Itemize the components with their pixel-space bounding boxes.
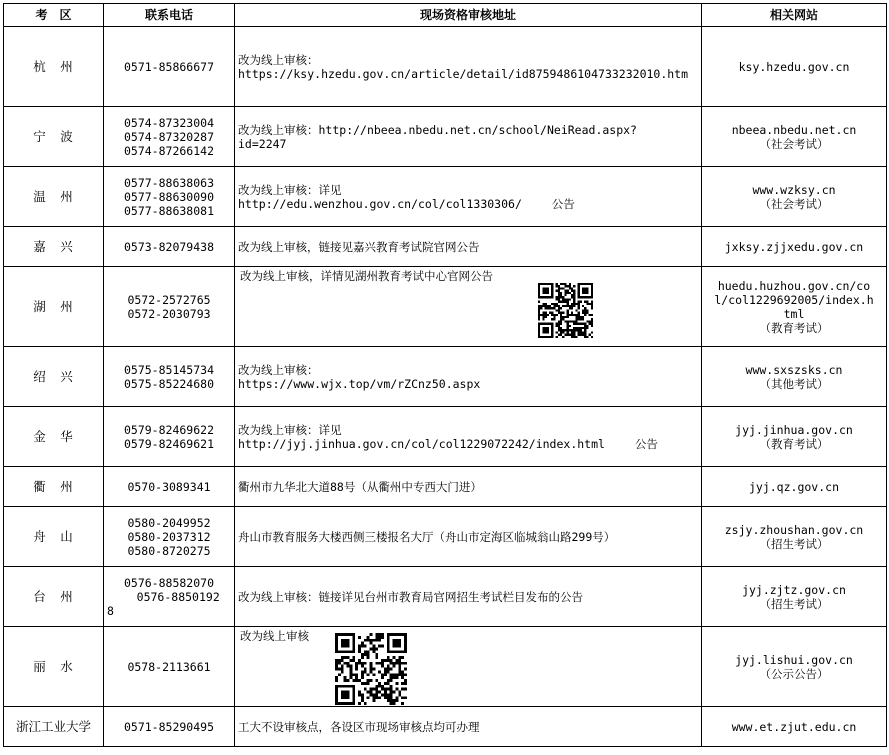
site-cell xyxy=(702,507,887,567)
address-cell xyxy=(235,347,702,407)
phone-number: 0572-2572765 xyxy=(127,292,211,307)
site-link[interactable]: huedu.huzhou.gov.cn/co xyxy=(717,278,871,293)
phone-cell xyxy=(104,467,235,507)
table-row xyxy=(4,267,887,347)
phone-number: 0571-85290495 xyxy=(123,719,214,734)
table-row xyxy=(4,227,887,267)
site-cell xyxy=(702,467,887,507)
address-line: 改为线上审核 xyxy=(240,629,309,643)
site-note: （社会考试） xyxy=(759,196,829,211)
site-cell xyxy=(702,567,887,627)
table-row xyxy=(4,107,887,167)
phone-number: 0577-88638081 xyxy=(123,203,214,218)
phone-cell xyxy=(104,507,235,567)
site-note: （招生考试） xyxy=(759,536,829,551)
region-cell: 金 华 xyxy=(4,407,104,467)
site-note: （教育考试） xyxy=(759,320,829,335)
address-line: 衢州市九华北大道88号（从衢州中专西大门进） xyxy=(238,479,482,494)
header-address: 现场资格审核地址 xyxy=(235,4,702,27)
qr-code-icon xyxy=(538,283,593,338)
phone-number-cont: 8 xyxy=(107,603,114,618)
phone-number: 0580-2037312 xyxy=(127,529,211,544)
address-cell xyxy=(235,567,702,627)
qr-code-icon xyxy=(335,633,407,705)
phone-number: 0575-85145734 xyxy=(123,362,214,377)
site-link[interactable]: nbeea.nbedu.net.cn xyxy=(731,122,857,137)
table-row xyxy=(4,707,887,747)
header-phone: 联系电话 xyxy=(104,4,235,27)
address-cell xyxy=(235,627,702,707)
address-cell xyxy=(235,507,702,567)
region-cell: 嘉 兴 xyxy=(4,227,104,267)
site-cell xyxy=(702,347,887,407)
site-cell xyxy=(702,407,887,467)
phone-number: 0570-3089341 xyxy=(127,479,211,494)
address-line: 改为线上审核： xyxy=(238,52,319,67)
site-link[interactable]: jyj.qz.gov.cn xyxy=(748,479,839,494)
phone-number: 0576-8850192 xyxy=(118,589,220,604)
site-cell xyxy=(702,267,887,347)
table-row xyxy=(4,27,887,107)
site-note: （招生考试） xyxy=(759,596,829,611)
phone-cell xyxy=(104,347,235,407)
phone-number: 0575-85224680 xyxy=(123,376,214,391)
address-line: 舟山市教育服务大楼西侧三楼报名大厅（舟山市定海区临城翁山路299号） xyxy=(238,529,616,544)
phone-number: 0574-87266142 xyxy=(123,143,214,158)
table-row xyxy=(4,507,887,567)
address-line: 改为线上审核，详情见湖州教育考试中心官网公告 xyxy=(240,269,493,283)
address-cell xyxy=(235,267,702,347)
address-cell xyxy=(235,167,702,227)
address-link[interactable]: 改为线上审核：http://nbeea.nbedu.net.cn/school/NeiRead.aspx? xyxy=(238,122,637,137)
site-note: （其他考试） xyxy=(759,376,829,391)
site-link[interactable]: jxksy.zjjxedu.gov.cn xyxy=(724,239,864,254)
phone-number: 0577-88630090 xyxy=(123,189,214,204)
phone-cell xyxy=(104,407,235,467)
address-line: 工大不设审核点，各设区市现场审核点均可办理 xyxy=(238,719,480,734)
site-cell xyxy=(702,27,887,107)
site-cell xyxy=(702,227,887,267)
region-cell: 宁 波 xyxy=(4,107,104,167)
table-row xyxy=(4,567,887,627)
site-link[interactable]: www.sxszsks.cn xyxy=(745,362,843,377)
phone-number: 0574-87320287 xyxy=(123,129,214,144)
site-link[interactable]: jyj.lishui.gov.cn xyxy=(735,652,853,667)
table-row xyxy=(4,347,887,407)
site-link[interactable]: jyj.zjtz.gov.cn xyxy=(742,582,846,597)
phone-number: 0579-82469622 xyxy=(123,422,214,437)
address-line: 改为线上审核： xyxy=(238,362,319,377)
address-cell xyxy=(235,27,702,107)
address-line: 改为线上审核：详见 xyxy=(238,422,342,437)
region-cell: 杭 州 xyxy=(4,27,104,107)
phone-number: 0576-88582070 xyxy=(123,575,214,590)
address-line: 改为线上审核：详见 xyxy=(238,182,342,197)
address-line: 改为线上审核，链接见嘉兴教育考试院官网公告 xyxy=(238,239,480,254)
region-cell: 丽 水 xyxy=(4,627,104,707)
address-cell xyxy=(235,707,702,747)
region-cell: 台 州 xyxy=(4,567,104,627)
address-cell xyxy=(235,227,702,267)
address-link[interactable]: http://jyj.jinhua.gov.cn/col/col1229072242/index.html 公告 xyxy=(238,436,658,451)
site-link[interactable]: www.wzksy.cn xyxy=(752,182,836,197)
region-cell: 温 州 xyxy=(4,167,104,227)
phone-number: 0577-88638063 xyxy=(123,175,214,190)
phone-cell xyxy=(104,167,235,227)
table-row xyxy=(4,407,887,467)
site-cell xyxy=(702,627,887,707)
table-row xyxy=(4,467,887,507)
region-cell: 衢 州 xyxy=(4,467,104,507)
site-link[interactable]: ksy.hzedu.gov.cn xyxy=(738,59,850,74)
phone-cell xyxy=(104,27,235,107)
site-note: （社会考试） xyxy=(759,136,829,151)
header-site: 相关网站 xyxy=(702,4,887,27)
site-link[interactable]: www.et.zjut.edu.cn xyxy=(731,719,857,734)
region-cell: 浙江工业大学 xyxy=(4,707,104,747)
phone-cell xyxy=(104,567,235,627)
site-cell xyxy=(702,167,887,227)
region-cell: 绍 兴 xyxy=(4,347,104,407)
phone-number: 0578-2113661 xyxy=(127,659,211,674)
site-link-cont[interactable]: l/col1229692005/index.h xyxy=(714,292,874,307)
address-cell xyxy=(235,107,702,167)
phone-cell xyxy=(104,707,235,747)
table-header-row xyxy=(4,4,887,27)
phone-number: 0572-2030793 xyxy=(127,306,211,321)
phone-number: 0580-8720275 xyxy=(127,543,211,558)
phone-cell xyxy=(104,107,235,167)
phone-cell xyxy=(104,227,235,267)
region-cell: 舟 山 xyxy=(4,507,104,567)
table-row xyxy=(4,167,887,227)
address-link[interactable]: https://ksy.hzedu.gov.cn/article/detail/id8759486104733232010.htm xyxy=(238,66,689,81)
address-link[interactable]: https://www.wjx.top/vm/rZCnz50.aspx xyxy=(238,376,481,391)
site-link[interactable]: jyj.jinhua.gov.cn xyxy=(735,422,853,437)
header-region: 考 区 xyxy=(4,4,104,27)
address-link[interactable]: http://edu.wenzhou.gov.cn/col/col1330306/ 公告 xyxy=(238,196,575,211)
exam-site-table xyxy=(3,3,887,747)
phone-cell xyxy=(104,267,235,347)
site-link-cont[interactable]: tml xyxy=(783,306,805,321)
region-cell: 湖 州 xyxy=(4,267,104,347)
phone-number: 0573-82079438 xyxy=(123,239,214,254)
site-link[interactable]: zsjy.zhoushan.gov.cn xyxy=(724,522,864,537)
phone-number: 0571-85866677 xyxy=(123,59,214,74)
address-line: 改为线上审核：链接详见台州市教育局官网招生考试栏目发布的公告 xyxy=(238,589,583,604)
site-cell xyxy=(702,707,887,747)
site-note: （公示公告） xyxy=(759,666,829,681)
address-cell xyxy=(235,467,702,507)
phone-number: 0580-2049952 xyxy=(127,515,211,530)
table-row xyxy=(4,627,887,707)
site-note: （教育考试） xyxy=(759,436,829,451)
phone-cell xyxy=(104,627,235,707)
phone-number: 0574-87323004 xyxy=(123,115,214,130)
phone-number: 0579-82469621 xyxy=(123,436,214,451)
address-link-cont[interactable]: id=2247 xyxy=(238,136,287,151)
address-cell xyxy=(235,407,702,467)
site-cell xyxy=(702,107,887,167)
